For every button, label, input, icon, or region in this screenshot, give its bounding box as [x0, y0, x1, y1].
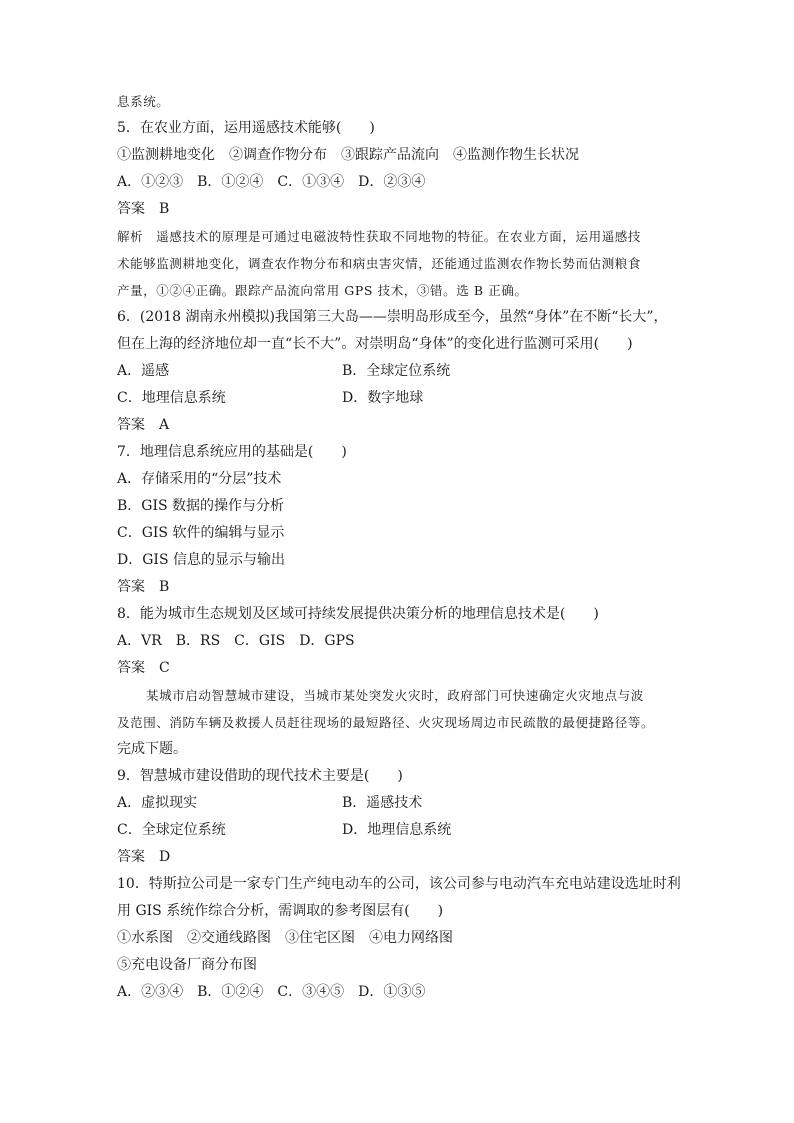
text-line: 息系统。	[117, 94, 170, 109]
option-b: B．遥感技术	[342, 795, 423, 811]
question-7-stem: 7．地理信息系统应用的基础是( )	[117, 444, 347, 460]
document-page	[117, 88, 697, 1006]
question-10-items: ①水系图 ②交通线路图 ③住宅区图 ④电力网络图	[117, 930, 453, 946]
question-5-options: A．①②③ B．①②④ C．①③④ D．②③④	[117, 174, 426, 190]
option-d: D．GIS 信息的显示与输出	[117, 552, 285, 568]
question-10-items: ⑤充电设备厂商分布图	[117, 957, 257, 973]
option-a: A．虚拟现实	[117, 795, 198, 811]
question-6-stem: 6．(2018 湖南永州模拟)我国第三大岛——崇明岛形成至今，虽然“身体”在不断“长大”，	[117, 309, 668, 325]
question-6-answer: 答案 A	[117, 417, 170, 433]
question-10-options: A．②③④ B．①②④ C．③④⑤ D．①③⑤	[117, 984, 426, 1000]
question-8-options: A．VR B．RS C．GIS D．GPS	[117, 633, 355, 649]
question-5-explanation: 术能够监测耕地变化，调查农作物分布和病虫害灾情，还能通过监测农作物长势而估测粮食	[117, 256, 642, 271]
option-c: C．地理信息系统	[117, 390, 226, 406]
option-c: C．GIS 软件的编辑与显示	[117, 525, 285, 541]
question-10-stem: 10．特斯拉公司是一家专门生产纯电动车的公司，该公司参与电动汽车充电站建设选址时利	[117, 876, 681, 892]
question-5-answer: 答案 B	[117, 201, 170, 217]
option-a: A．存储采用的“分层”技术	[117, 471, 282, 487]
question-9-answer: 答案 D	[117, 849, 171, 865]
question-6-options-row	[117, 385, 697, 412]
question-7-answer: 答案 B	[117, 579, 170, 595]
passage-text: 及范围、消防车辆及救援人员赶往现场的最短路径、火灾现场周边市民疏散的最便捷路径等。	[117, 715, 655, 730]
question-9-options-row	[117, 817, 697, 844]
option-b: B．GIS 数据的操作与分析	[117, 498, 285, 514]
question-9-options-row	[117, 790, 697, 817]
question-10-stem: 用 GIS 系统作综合分析，需调取的参考图层有( )	[117, 903, 444, 919]
question-6-stem: 但在上海的经济地位却一直“长不大”。对崇明岛“身体”的变化进行监测可采用( )	[117, 336, 633, 352]
option-c: C．全球定位系统	[117, 822, 226, 838]
passage-text: 某城市启动智慧城市建设，当城市某处突发火灾时，政府部门可快速确定火灾地点与波	[146, 688, 644, 703]
question-5-stem: 5．在农业方面，运用遥感技术能够( )	[117, 120, 375, 136]
question-9-stem: 9．智慧城市建设借助的现代技术主要是( )	[117, 768, 403, 784]
question-5-items: ①监测耕地变化 ②调查作物分布 ③跟踪产品流向 ④监测作物生长状况	[117, 147, 579, 163]
question-6-options-row	[117, 358, 697, 385]
question-5-explanation: 解析 遥感技术的原理是可通过电磁波特性获取不同地物的特征。在农业方面，运用遥感技	[117, 229, 642, 244]
option-a: A．遥感	[117, 363, 170, 379]
question-8-answer: 答案 C	[117, 660, 170, 676]
option-d: D．地理信息系统	[342, 822, 452, 838]
option-d: D．数字地球	[342, 390, 424, 406]
passage-instruction: 完成下题。	[117, 741, 187, 757]
option-b: B．全球定位系统	[342, 363, 451, 379]
question-5-explanation: 产量，①②④正确。跟踪产品流向常用 GPS 技术，③错。选 B 正确。	[117, 283, 528, 298]
question-8-stem: 8．能为城市生态规划及区域可持续发展提供决策分析的地理信息技术是( )	[117, 606, 599, 622]
